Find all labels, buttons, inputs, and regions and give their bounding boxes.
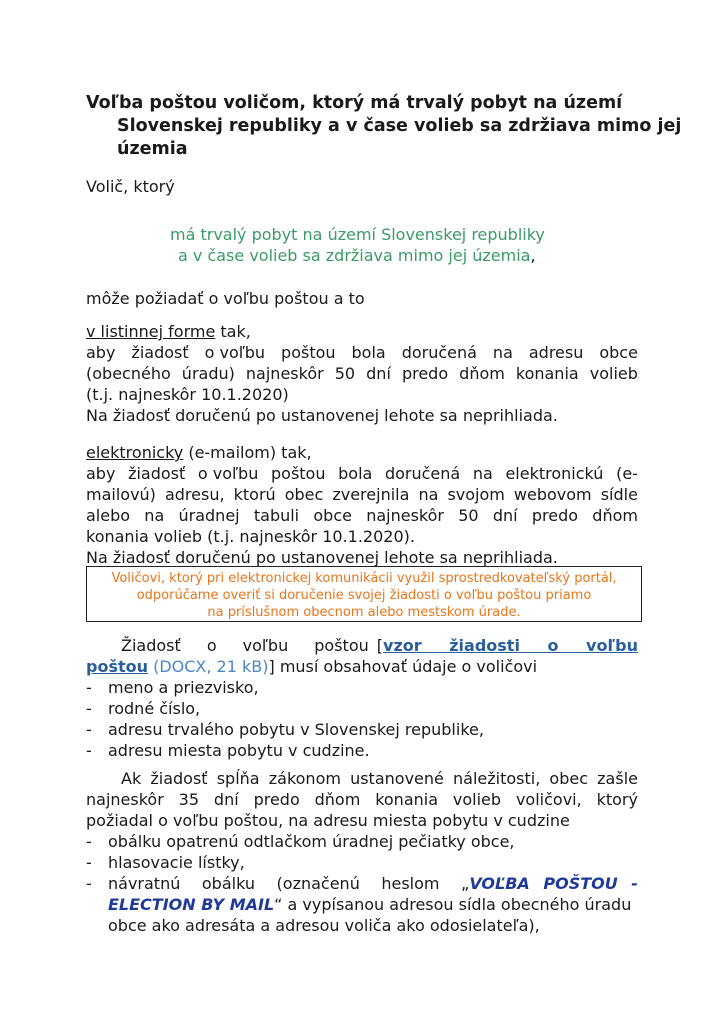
document-title-line-1: Voľba poštou voličom, ktorý má trvalý pobyt na území [86, 93, 623, 113]
word: obec [549, 769, 589, 788]
list-dash: - [86, 853, 92, 872]
word: dní [492, 506, 518, 525]
word: svojom [447, 485, 505, 504]
intro-text: Volič, ktorý [86, 177, 175, 196]
list-item-text: adresu trvalého pobytu v Slovenskej republike, [108, 720, 484, 739]
word: predo [401, 364, 449, 383]
word: na [492, 343, 513, 362]
word: 35 [178, 790, 200, 809]
word: na [144, 506, 165, 525]
list-item [86, 852, 245, 873]
word: dní [366, 364, 391, 383]
paper-form-label: v listinnej forme [86, 322, 216, 341]
word: o [206, 636, 217, 655]
list-dash: - [86, 874, 92, 893]
list-item-text: hlasovacie lístky, [108, 853, 245, 872]
word: adresu, [164, 485, 225, 504]
word: dní [213, 790, 239, 809]
word: návratnú [108, 874, 181, 893]
word: elektronickú [505, 464, 604, 483]
condition-line-2-text: a v čase volieb sa zdržiava mimo jej územia [178, 246, 531, 265]
electronic-form-line-4: konania volieb (t.j. najneskôr 10.1.2020). [86, 527, 415, 546]
word: webovom [513, 485, 592, 504]
list-dash: - [86, 720, 92, 739]
list-item-text: adresu miesta pobytu v cudzine. [108, 741, 370, 760]
paper-form-line-3: (t.j. najneskôr 10.1.2020) [86, 385, 289, 404]
word: voličovi, [515, 790, 582, 809]
fulfil-line-2 [86, 789, 638, 810]
list-item [86, 698, 200, 719]
word: spĺňa [216, 769, 260, 788]
word: dňom [592, 506, 638, 525]
list-dash: - [86, 678, 92, 697]
word: mailovú) [86, 485, 156, 504]
electronic-form-line-5: Na žiadosť doručenú po ustanovenej lehote sa neprihliada. [86, 548, 558, 567]
paper-form-line-2 [86, 363, 638, 384]
word: ktorú [233, 485, 276, 504]
list-item [86, 677, 259, 698]
return-envelope-text: a vypísanou adresou sídla obecného úradu [282, 895, 632, 914]
list-item-text: obálku opatrenú odtlačkom úradnej pečiatky obce, [108, 832, 515, 851]
word: úradu) [181, 364, 235, 383]
word: poštou [281, 343, 336, 362]
electronic-form-line-1 [86, 463, 638, 484]
notice-line-3: na príslušnom obecnom alebo mestskom úrade. [207, 605, 521, 620]
word: poštou [314, 636, 369, 655]
word: dňom [459, 364, 505, 383]
word: heslom [381, 874, 440, 893]
electronic-form-label: elektronicky [86, 443, 184, 462]
request-words [86, 635, 369, 656]
word: voľbu [242, 636, 289, 655]
word: (e- [616, 464, 638, 483]
word: sídle [600, 485, 638, 504]
template-download-link-cont[interactable]: poštou [86, 657, 148, 676]
list-item-text: meno a priezvisko, [108, 678, 259, 697]
word: obálku [201, 874, 255, 893]
fulfil-line-1 [121, 768, 638, 789]
word: náležitosti, [453, 769, 541, 788]
word: tabuli [253, 506, 300, 525]
list-item-text: rodné číslo, [108, 699, 201, 718]
word: na [472, 464, 493, 483]
quote-open: „ [461, 874, 470, 893]
word: volieb [452, 790, 502, 809]
word: žiadosť [131, 343, 189, 362]
slogan-text-1: VOĽBA POŠTOU - [469, 874, 638, 893]
list-item-return-envelope [86, 873, 638, 894]
word: predo [253, 790, 300, 809]
word: žiadosť [150, 769, 208, 788]
word: o voľbu [197, 464, 259, 483]
may-request-text: môže požiadať o voľbu poštou a to [86, 289, 365, 308]
word: o voľbu [204, 343, 266, 362]
word: aby [86, 464, 116, 483]
condition-comma: , [530, 246, 536, 265]
bracket-open: [ [376, 636, 384, 655]
word: dňom [314, 790, 361, 809]
word: volieb [589, 364, 638, 383]
word: 50 [458, 506, 479, 525]
paper-form-label-tail: tak, [215, 322, 251, 341]
word: najneskôr [366, 506, 444, 525]
word: najneskôr [86, 790, 164, 809]
bracket-close: ] [268, 657, 275, 676]
condition-line-1: má trvalý pobyt na území Slovenskej republiky [170, 225, 545, 244]
word: doručená [384, 464, 461, 483]
word: zverejnila [332, 485, 410, 504]
list-item [86, 831, 515, 852]
word: adresu [528, 343, 584, 362]
word: bola [338, 464, 373, 483]
word: obec [284, 485, 324, 504]
word: predo [531, 506, 579, 525]
document-title-line-3: územia [117, 139, 188, 159]
notice-line-2: odporúčame overiť si doručenie svojej žiadosti o voľbu poštou priamo [136, 588, 592, 603]
word: poštou [271, 464, 326, 483]
list-item [86, 719, 484, 740]
list-dash: - [86, 832, 92, 851]
condition-line-2 [178, 245, 536, 266]
quote-close: “ [274, 895, 283, 914]
word: Ak [121, 769, 142, 788]
word: ktorý [596, 790, 638, 809]
document-title-line-2: Slovenskej republiky a v čase volieb sa zdržiava mimo jej [117, 116, 682, 136]
word: 50 [334, 364, 356, 383]
word: konania [515, 364, 579, 383]
word: Žiadosť [121, 636, 181, 655]
word: ustanovené [350, 769, 444, 788]
notice-line-1: Voličovi, ktorý pri elektronickej komunikácii využil sprostredkovateľský portál, [111, 571, 617, 586]
list-dash: - [86, 699, 92, 718]
word: (označenú [276, 874, 360, 893]
word: alebo [86, 506, 131, 525]
electronic-form-heading [86, 442, 312, 463]
word: na [418, 485, 439, 504]
list-item [86, 740, 370, 761]
word: doručená [401, 343, 477, 362]
link-text: vzor žiadosti o voľbu [383, 636, 638, 655]
return-envelope-line-1 [108, 873, 638, 894]
portal-notice-box [86, 566, 642, 622]
return-envelope-line-3: obce ako adresáta a adresou voliča ako odosielateľa), [108, 916, 540, 935]
electronic-form-line-2 [86, 484, 638, 505]
fulfil-line-3: požiadal o voľbu poštou, na adresu miesta pobytu v cudzine [86, 811, 570, 830]
return-envelope-line-2 [108, 894, 631, 915]
paper-form-heading [86, 321, 251, 342]
electronic-form-label-tail: (e-mailom) tak, [183, 443, 312, 462]
electronic-form-line-3 [86, 505, 638, 526]
word: zákonom [268, 769, 341, 788]
word: úradnej [178, 506, 240, 525]
word: bola [351, 343, 386, 362]
slogan-start [461, 873, 638, 894]
word: konania [375, 790, 439, 809]
word: aby [86, 343, 116, 362]
word: najneskôr [245, 364, 324, 383]
word: žiadosť [128, 464, 186, 483]
slogan-text-2: ELECTION BY MAIL [108, 895, 275, 914]
word: zašle [597, 769, 638, 788]
list-dash: - [86, 741, 92, 760]
file-meta: (DOCX, 21 kB) [148, 657, 269, 676]
request-line-1 [86, 635, 638, 656]
request-line-2 [86, 656, 537, 677]
word: (obecného [86, 364, 171, 383]
request-tail: musí obsahovať údaje o voličovi [274, 657, 538, 676]
paper-form-line-4: Na žiadosť doručenú po ustanovenej lehote sa neprihliada. [86, 406, 558, 425]
word: obce [313, 506, 352, 525]
word: obce [599, 343, 638, 362]
template-download-link[interactable] [383, 635, 638, 656]
paper-form-line-1 [86, 342, 638, 363]
